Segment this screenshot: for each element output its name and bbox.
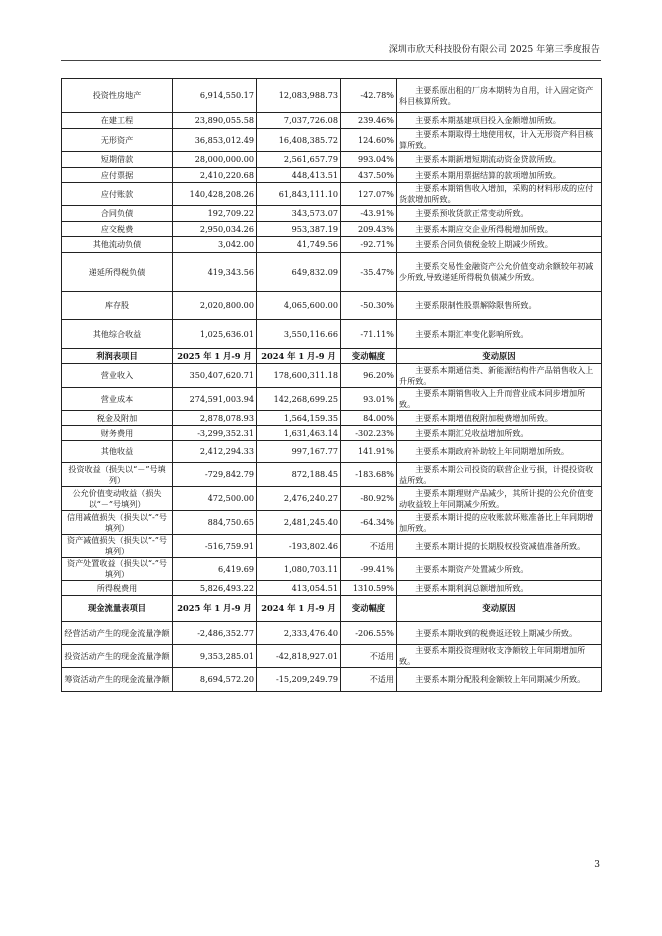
current-period-cell: 1,025,636.01 [173, 320, 257, 349]
table-row [62, 668, 602, 692]
prior-period-cell: 142,268,699.25 [257, 388, 341, 411]
prior-period-cell: 4,065,600.00 [257, 292, 341, 320]
prior-period-cell: 872,188.45 [257, 463, 341, 487]
reason-cell [397, 558, 602, 581]
reason-text: 主要系本期取得土地使用权，计入无形资产科目核算所致。 [399, 129, 594, 150]
change-rate-cell: 96.20% [341, 364, 397, 388]
change-rate-cell: -42.78% [341, 79, 397, 113]
table-row [62, 364, 602, 388]
reason-cell [397, 668, 602, 692]
reason-text: 主要系本期销售收入增加，采购的材料形成的应付货款增加所致。 [399, 183, 594, 204]
reason-text: 主要系本期政府补助较上年同期增加所致。 [415, 446, 569, 456]
item-cell: 短期借款 [62, 152, 173, 168]
column-header: 变动原因 [397, 596, 602, 622]
reason-text: 主要系本期公司投资的联营企业亏损，计提投资收益所致。 [399, 463, 594, 485]
reason-text: 主要系本期用票据结算的款项增加所致。 [415, 169, 561, 180]
current-period-cell: 9,353,285.01 [173, 645, 257, 668]
reason-cell [397, 168, 602, 183]
current-period-cell: -2,486,352.77 [173, 622, 257, 645]
reason-cell [397, 79, 602, 113]
current-period-cell: 2,020,800.00 [173, 292, 257, 320]
current-period-cell: -516,759.91 [173, 535, 257, 558]
current-period-cell: 192,709.22 [173, 206, 257, 222]
change-rate-cell: -35.47% [341, 253, 397, 292]
reason-text: 主要系本期投资理财收支净额较上年同期增加所致。 [399, 645, 586, 666]
item-cell: 其他收益 [62, 441, 173, 463]
table-row [62, 129, 602, 152]
prior-period-cell: 413,054.51 [257, 581, 341, 596]
table-row [62, 581, 602, 596]
column-header: 2024 年 1 月-9 月 [257, 596, 341, 622]
change-rate-cell: -183.68% [341, 463, 397, 487]
reason-text: 主要系本期通信类、新能源结构件产品销售收入上升所致。 [399, 364, 594, 386]
current-period-cell: 6,419.69 [173, 558, 257, 581]
table-row [62, 645, 602, 668]
current-period-cell: 36,853,012.49 [173, 129, 257, 152]
reason-text: 主要系限制性股票解除限售所致。 [415, 300, 537, 310]
reason-cell [397, 441, 602, 463]
reason-cell [397, 411, 602, 426]
table-row [62, 237, 602, 253]
current-period-cell: 28,000,000.00 [173, 152, 257, 168]
item-cell: 经营活动产生的现金流量净额 [62, 622, 173, 645]
current-period-cell: 23,890,055.58 [173, 113, 257, 129]
table-row [62, 622, 602, 645]
reason-text: 主要系交易性金融资产公允价值变动余额较年初减少所致,导致递延所得税负债减少所致。 [399, 261, 594, 282]
table-row [62, 388, 602, 411]
table-row [62, 558, 602, 581]
table-row [62, 253, 602, 292]
reason-text: 主要系本期汇率变化影响所致。 [415, 328, 529, 339]
current-period-cell: 274,591,003.94 [173, 388, 257, 411]
item-cell: 合同负债 [62, 206, 173, 222]
item-cell: 筹资活动产生的现金流量净额 [62, 668, 173, 692]
column-header: 利润表项目 [62, 349, 173, 364]
reason-cell [397, 253, 602, 292]
prior-period-cell: 953,387.19 [257, 222, 341, 237]
reason-cell [397, 388, 602, 411]
current-period-cell: 350,407,620.71 [173, 364, 257, 388]
table-row [62, 441, 602, 463]
prior-period-cell: 178,600,311.18 [257, 364, 341, 388]
column-header: 2025 年 1 月-9 月 [173, 596, 257, 622]
current-period-cell: 2,410,220.68 [173, 168, 257, 183]
reason-cell [397, 426, 602, 441]
current-period-cell: -729,842.79 [173, 463, 257, 487]
reason-text: 主要系本期增值税附加税费增加所致。 [415, 412, 553, 423]
reason-cell [397, 463, 602, 487]
item-cell: 财务费用 [62, 426, 173, 441]
reason-text: 主要系本期资产处置减少所致。 [415, 563, 529, 574]
current-period-cell: 8,694,572.20 [173, 668, 257, 692]
current-period-cell: 6,914,550.17 [173, 79, 257, 113]
prior-period-cell: 343,573.07 [257, 206, 341, 222]
reason-text: 主要系原出租的厂房本期转为自用，计入固定资产科目核算所致。 [399, 84, 594, 106]
page-number: 3 [594, 860, 600, 870]
item-cell: 其他流动负债 [62, 237, 173, 253]
change-analysis-table [61, 78, 602, 692]
prior-period-cell: -193,802.46 [257, 535, 341, 558]
item-cell: 营业成本 [62, 388, 173, 411]
header-divider [61, 60, 601, 61]
current-period-cell: 419,343.56 [173, 253, 257, 292]
change-rate-cell: 124.60% [341, 129, 397, 152]
item-cell: 信用减值损失（损失以“-”号填列） [62, 511, 173, 535]
current-period-cell: 2,878,078.93 [173, 411, 257, 426]
prior-period-cell: 448,413.51 [257, 168, 341, 183]
table-row [62, 168, 602, 183]
prior-period-cell: 2,476,240.27 [257, 487, 341, 511]
prior-period-cell: 2,481,245.40 [257, 511, 341, 535]
reason-cell [397, 292, 602, 320]
reason-cell [397, 222, 602, 237]
reason-cell [397, 129, 602, 152]
prior-period-cell: 16,408,385.72 [257, 129, 341, 152]
current-period-cell: 140,428,208.26 [173, 183, 257, 206]
item-cell: 税金及附加 [62, 411, 173, 426]
change-rate-cell: 141.91% [341, 441, 397, 463]
reason-text: 主要系预收货款正常变动所致。 [415, 208, 529, 218]
prior-period-cell: 7,037,726.08 [257, 113, 341, 129]
reason-text: 主要系本期新增短期流动资金贷款所致。 [415, 154, 561, 164]
table-row [62, 113, 602, 129]
change-rate-cell: 239.46% [341, 113, 397, 129]
table-row [62, 487, 602, 511]
change-rate-cell: 127.07% [341, 183, 397, 206]
reason-text: 主要系本期利润总额增加所致。 [415, 582, 529, 593]
item-cell: 应付票据 [62, 168, 173, 183]
item-cell: 应交税费 [62, 222, 173, 237]
item-cell: 营业收入 [62, 364, 173, 388]
prior-period-cell: 1,080,703.11 [257, 558, 341, 581]
reason-cell [397, 320, 602, 349]
change-rate-cell: 437.50% [341, 168, 397, 183]
prior-period-cell: -15,209,249.79 [257, 668, 341, 692]
report-header: 深圳市欣天科技股份有限公司 2025 年第三季度报告 [388, 45, 600, 55]
table-row [62, 320, 602, 349]
prior-period-cell: 2,561,657.79 [257, 152, 341, 168]
reason-text: 主要系本期汇兑收益增加所致。 [415, 427, 529, 438]
reason-cell [397, 645, 602, 668]
item-cell: 投资收益（损失以“－”号填列） [62, 463, 173, 487]
item-cell: 投资活动产生的现金流量净额 [62, 645, 173, 668]
column-header: 现金流量表项目 [62, 596, 173, 622]
change-rate-cell: -206.55% [341, 622, 397, 645]
column-header: 变动幅度 [341, 349, 397, 364]
change-rate-cell: 不适用 [341, 535, 397, 558]
item-cell: 投资性房地产 [62, 79, 173, 113]
prior-period-cell: 2,333,476.40 [257, 622, 341, 645]
reason-text: 主要系本期收到的税费返还较上期减少所致。 [415, 627, 578, 638]
table-row [62, 511, 602, 535]
reason-cell [397, 183, 602, 206]
change-rate-cell: -99.41% [341, 558, 397, 581]
table-row [62, 152, 602, 168]
change-rate-cell: -64.34% [341, 511, 397, 535]
reason-text: 主要系本期基建项目投入金额增加所致。 [415, 115, 561, 125]
prior-period-cell: 1,564,159.35 [257, 411, 341, 426]
change-rate-cell: -302.23% [341, 426, 397, 441]
item-cell: 资产减值损失（损失以“-”号填列） [62, 535, 173, 558]
change-rate-cell: -43.91% [341, 206, 397, 222]
change-rate-cell: 93.01% [341, 388, 397, 411]
table-row [62, 222, 602, 237]
reason-cell [397, 487, 602, 511]
column-header: 变动原因 [397, 349, 602, 364]
prior-period-cell: 1,631,463.14 [257, 426, 341, 441]
reason-cell [397, 206, 602, 222]
table-row [62, 535, 602, 558]
item-cell: 资产处置收益（损失以“-”号填列） [62, 558, 173, 581]
prior-period-cell: 61,843,111.10 [257, 183, 341, 206]
change-rate-cell: -92.71% [341, 237, 397, 253]
table-row [62, 79, 602, 113]
item-cell: 应付账款 [62, 183, 173, 206]
prior-period-cell: 12,083,988.73 [257, 79, 341, 113]
prior-period-cell: 997,167.77 [257, 441, 341, 463]
table-row [62, 426, 602, 441]
item-cell: 无形资产 [62, 129, 173, 152]
reason-text: 主要系本期销售收入上升而营业成本同步增加所致。 [399, 388, 586, 409]
table-row [62, 206, 602, 222]
current-period-cell: 5,826,493.22 [173, 581, 257, 596]
change-rate-cell: -50.30% [341, 292, 397, 320]
current-period-cell: 3,042.00 [173, 237, 257, 253]
prior-period-cell: 41,749.56 [257, 237, 341, 253]
reason-cell [397, 152, 602, 168]
table-row [62, 463, 602, 487]
current-period-cell: 472,500.00 [173, 487, 257, 511]
change-rate-cell: 84.00% [341, 411, 397, 426]
change-rate-cell: 不适用 [341, 645, 397, 668]
reason-cell [397, 113, 602, 129]
reason-text: 主要系本期计提的应收账款坏账准备比上年同期增加所致。 [399, 511, 594, 533]
reason-text: 主要系合同负债税金较上期减少所致。 [415, 239, 553, 249]
column-header: 2025 年 1 月-9 月 [173, 349, 257, 364]
table-header-row [62, 349, 602, 364]
item-cell: 在建工程 [62, 113, 173, 129]
item-cell: 递延所得税负债 [62, 253, 173, 292]
current-period-cell: -3,299,352.31 [173, 426, 257, 441]
column-header: 2024 年 1 月-9 月 [257, 349, 341, 364]
table-row [62, 183, 602, 206]
current-period-cell: 2,412,294.33 [173, 441, 257, 463]
reason-cell [397, 364, 602, 388]
reason-cell [397, 581, 602, 596]
change-rate-cell: -80.92% [341, 487, 397, 511]
reason-text: 主要系本期分配股利金额较上年同期减少所致。 [415, 674, 586, 684]
change-rate-cell: -71.11% [341, 320, 397, 349]
reason-cell [397, 237, 602, 253]
change-rate-cell: 1310.59% [341, 581, 397, 596]
current-period-cell: 2,950,034.26 [173, 222, 257, 237]
reason-text: 主要系本期计提的长期股权投资减值准备所致。 [415, 540, 586, 551]
column-header: 变动幅度 [341, 596, 397, 622]
table-row [62, 292, 602, 320]
current-period-cell: 884,750.65 [173, 511, 257, 535]
prior-period-cell: -42,818,927.01 [257, 645, 341, 668]
table-header-row [62, 596, 602, 622]
prior-period-cell: 3,550,116.66 [257, 320, 341, 349]
reason-cell [397, 535, 602, 558]
change-rate-cell: 209.43% [341, 222, 397, 237]
reason-cell [397, 511, 602, 535]
item-cell: 库存股 [62, 292, 173, 320]
reason-text: 主要系本期应交企业所得税增加所致。 [415, 223, 553, 234]
item-cell: 公允价值变动收益（损失以“－”号填列） [62, 487, 173, 511]
item-cell: 其他综合收益 [62, 320, 173, 349]
prior-period-cell: 649,832.09 [257, 253, 341, 292]
change-rate-cell: 993.04% [341, 152, 397, 168]
table-row [62, 411, 602, 426]
reason-cell [397, 622, 602, 645]
reason-text: 主要系本期理财产品减少，其所计提的公允价值变动收益较上年同期减少所致。 [399, 487, 594, 509]
change-rate-cell: 不适用 [341, 668, 397, 692]
item-cell: 所得税费用 [62, 581, 173, 596]
